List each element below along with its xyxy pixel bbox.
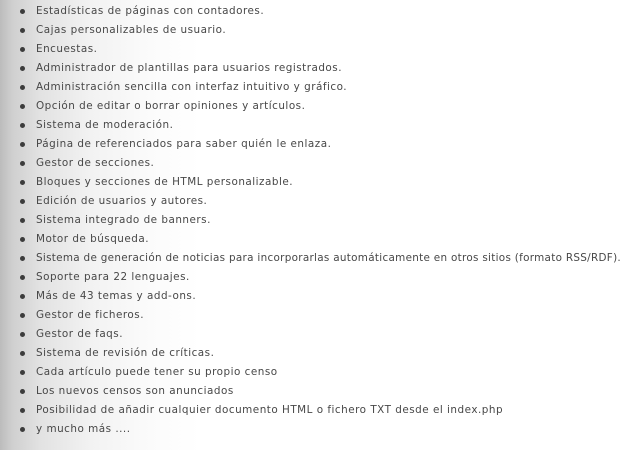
list-item [0, 344, 635, 363]
bullet-icon [20, 28, 25, 33]
list-item [0, 59, 635, 78]
list-item-text: Cajas personalizables de usuario. [36, 24, 227, 36]
list-item [0, 192, 635, 211]
bullet-icon [20, 47, 25, 52]
bullet-icon [20, 104, 25, 109]
list-item-text: Los nuevos censos son anunciados [36, 385, 234, 397]
list-item [0, 230, 635, 249]
list-item-text: Bloques y secciones de HTML personalizable. [36, 176, 294, 188]
bullet-icon [20, 66, 25, 71]
list-item-text: Gestor de ficheros. [36, 309, 145, 321]
list-item-text: Sistema integrado de banners. [36, 214, 211, 226]
bullet-icon [20, 370, 25, 375]
bullet-icon [20, 275, 25, 280]
list-item-text: Soporte para 22 lenguajes. [36, 271, 190, 283]
bullet-icon [20, 351, 25, 356]
bullet-icon [20, 199, 25, 204]
bullet-icon [20, 313, 25, 318]
list-item [0, 306, 635, 325]
bullet-icon [20, 161, 25, 166]
bullet-icon [20, 427, 25, 432]
list-item-text: Sistema de moderación. [36, 119, 174, 131]
list-item [0, 287, 635, 306]
list-item-text: Más de 43 temas y add-ons. [36, 290, 197, 302]
list-item-text: Posibilidad de añadir cualquier documento HTML o fichero TXT desde el index.php [36, 404, 504, 416]
list-item-text: Página de referenciados para saber quién le enlaza. [36, 138, 332, 150]
list-item-text: Cada artículo puede tener su propio censo [36, 366, 278, 378]
list-item-text: Estadísticas de páginas con contadores. [36, 5, 265, 17]
list-item [0, 268, 635, 287]
list-item-text: Edición de usuarios y autores. [36, 195, 208, 207]
list-item [0, 2, 635, 21]
list-item-text: y mucho más .... [36, 423, 131, 435]
bullet-icon [20, 123, 25, 128]
list-item [0, 135, 635, 154]
list-item [0, 173, 635, 192]
list-item [0, 420, 635, 439]
list-item-text: Sistema de revisión de críticas. [36, 347, 215, 359]
bullet-icon [20, 9, 25, 14]
bullet-icon [20, 237, 25, 242]
list-item-text: Motor de búsqueda. [36, 233, 150, 245]
list-item [0, 249, 635, 268]
list-item [0, 40, 635, 59]
bullet-icon [20, 256, 25, 261]
bullet-icon [20, 180, 25, 185]
list-item-text: Encuestas. [36, 43, 98, 55]
feature-list [0, 2, 635, 439]
list-item-text: Administración sencilla con interfaz intuitivo y gráfico. [36, 81, 348, 93]
list-item [0, 325, 635, 344]
bullet-icon [20, 294, 25, 299]
list-item [0, 382, 635, 401]
bullet-icon [20, 85, 25, 90]
list-item-text: Opción de editar o borrar opiniones y artículos. [36, 100, 306, 112]
list-item [0, 116, 635, 135]
bullet-icon [20, 408, 25, 413]
list-item-text: Gestor de secciones. [36, 157, 155, 169]
list-item [0, 401, 635, 420]
bullet-icon [20, 218, 25, 223]
list-item [0, 154, 635, 173]
list-item [0, 363, 635, 382]
bullet-icon [20, 389, 25, 394]
list-item [0, 97, 635, 116]
bullet-icon [20, 332, 25, 337]
list-item [0, 78, 635, 97]
list-item [0, 21, 635, 40]
list-item [0, 211, 635, 230]
list-item-text: Gestor de faqs. [36, 328, 123, 340]
list-item-text: Administrador de plantillas para usuarios registrados. [36, 62, 343, 74]
list-item-text: Sistema de generación de noticias para incorporarlas automáticamente en otros sitios (formato RSS/RDF). [36, 252, 622, 264]
bullet-icon [20, 142, 25, 147]
